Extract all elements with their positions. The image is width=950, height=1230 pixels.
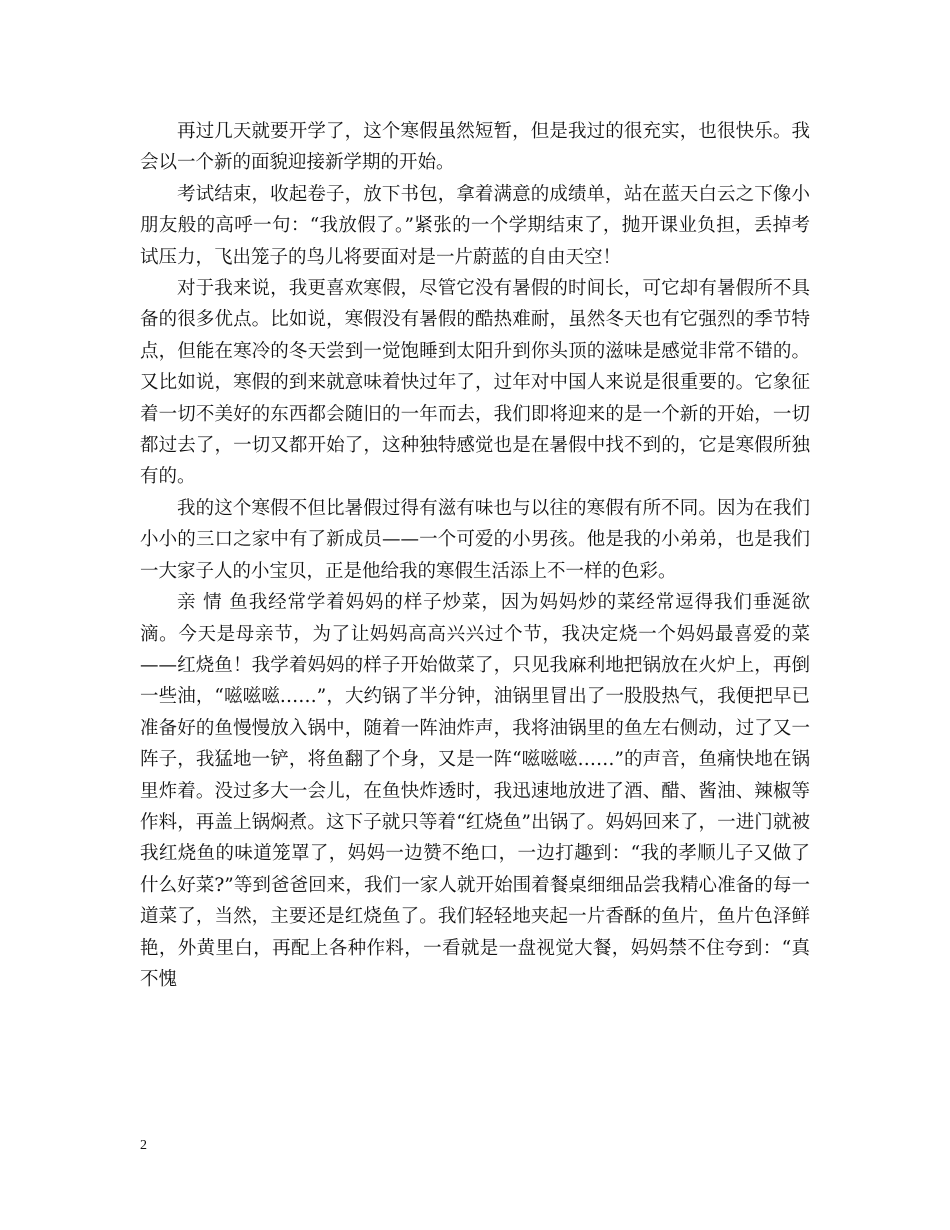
paragraph-1: 再过几天就要开学了，这个寒假虽然短暂，但是我过的很充实，也很快乐。我会以一个新的面貌迎接新学期的开始。	[140, 121, 810, 174]
paragraph-5: 亲 情 鱼我经常学着妈妈的样子炒菜，因为妈妈炒的菜经常逗得我们垂涎欲滴。今天是母亲节，为了让妈妈高高兴兴过个节，我决定烧一个妈妈最喜爱的菜——红烧鱼！我学着妈妈的样子开始做菜了，只见我麻利地把锅放在火炉上，再倒一些油，“嗞嗞嗞……”，大约锅了半分钟，油锅里冒出了一股股热气，我便把早已准备好的鱼慢慢放入锅中，随着一阵油炸声，我将油锅里的鱼左右侧动，过了又一阵子，我猛地一铲，将鱼翻了个身，又是一阵“嗞嗞嗞……”的声音，鱼痛快地在锅里炸着。没过多大一会儿，在鱼快炸透时，我迅速地放进了酒、醋、酱油、辣椒等作料，再盖上锅焖煮。这下子就只等着“红烧鱼”出锅了。妈妈回来了，一进门就被我红烧鱼的味道笼罩了，妈妈一边赞不绝口，一边打趣到：“我的孝顺儿子又做了什么好菜?”等到爸爸回来，我们一家人就开始围着餐桌细细品尝我精心准备的每一道菜了，当然，主要还是红烧鱼了。我们轻轻地夹起一片香酥的鱼片，鱼片色泽鲜艳，外黄里白，再配上各种作料，一看就是一盘视觉大餐，妈妈禁不住夸到：“真不愧	[140, 592, 810, 990]
page-number: 2	[140, 1138, 147, 1153]
paragraph-4: 我的这个寒假不但比暑假过得有滋有味也与以往的寒假有所不同。因为在我们小小的三口之家中有了新成员——一个可爱的小男孩。他是我的小弟弟，也是我们一大家子人的小宝贝，正是他给我的寒假生活添上不一样的色彩。	[140, 497, 810, 582]
paragraph-2: 考试结束，收起卷子，放下书包，拿着满意的成绩单，站在蓝天白云之下像小朋友般的高呼一句：“我放假了。”紧张的一个学期结束了，抛开课业负担，丢掉考试压力，飞出笼子的鸟儿将要面对是一片蔚蓝的自由天空！	[140, 183, 810, 268]
body-text	[140, 116, 810, 995]
paragraph-3: 对于我来说，我更喜欢寒假，尽管它没有暑假的时间长，可它却有暑假所不具备的很多优点。比如说，寒假没有暑假的酷热难耐，虽然冬天也有它强烈的季节特点，但能在寒冷的冬天尝到一觉饱睡到太阳升到你头顶的滋味是感觉非常不错的。又比如说，寒假的到来就意味着快过年了，过年对中国人来说是很重要的。它象征着一切不美好的东西都会随旧的一年而去，我们即将迎来的是一个新的开始，一切都过去了，一切又都开始了，这种独特感觉也是在暑假中找不到的，它是寒假所独有的。	[140, 278, 810, 488]
